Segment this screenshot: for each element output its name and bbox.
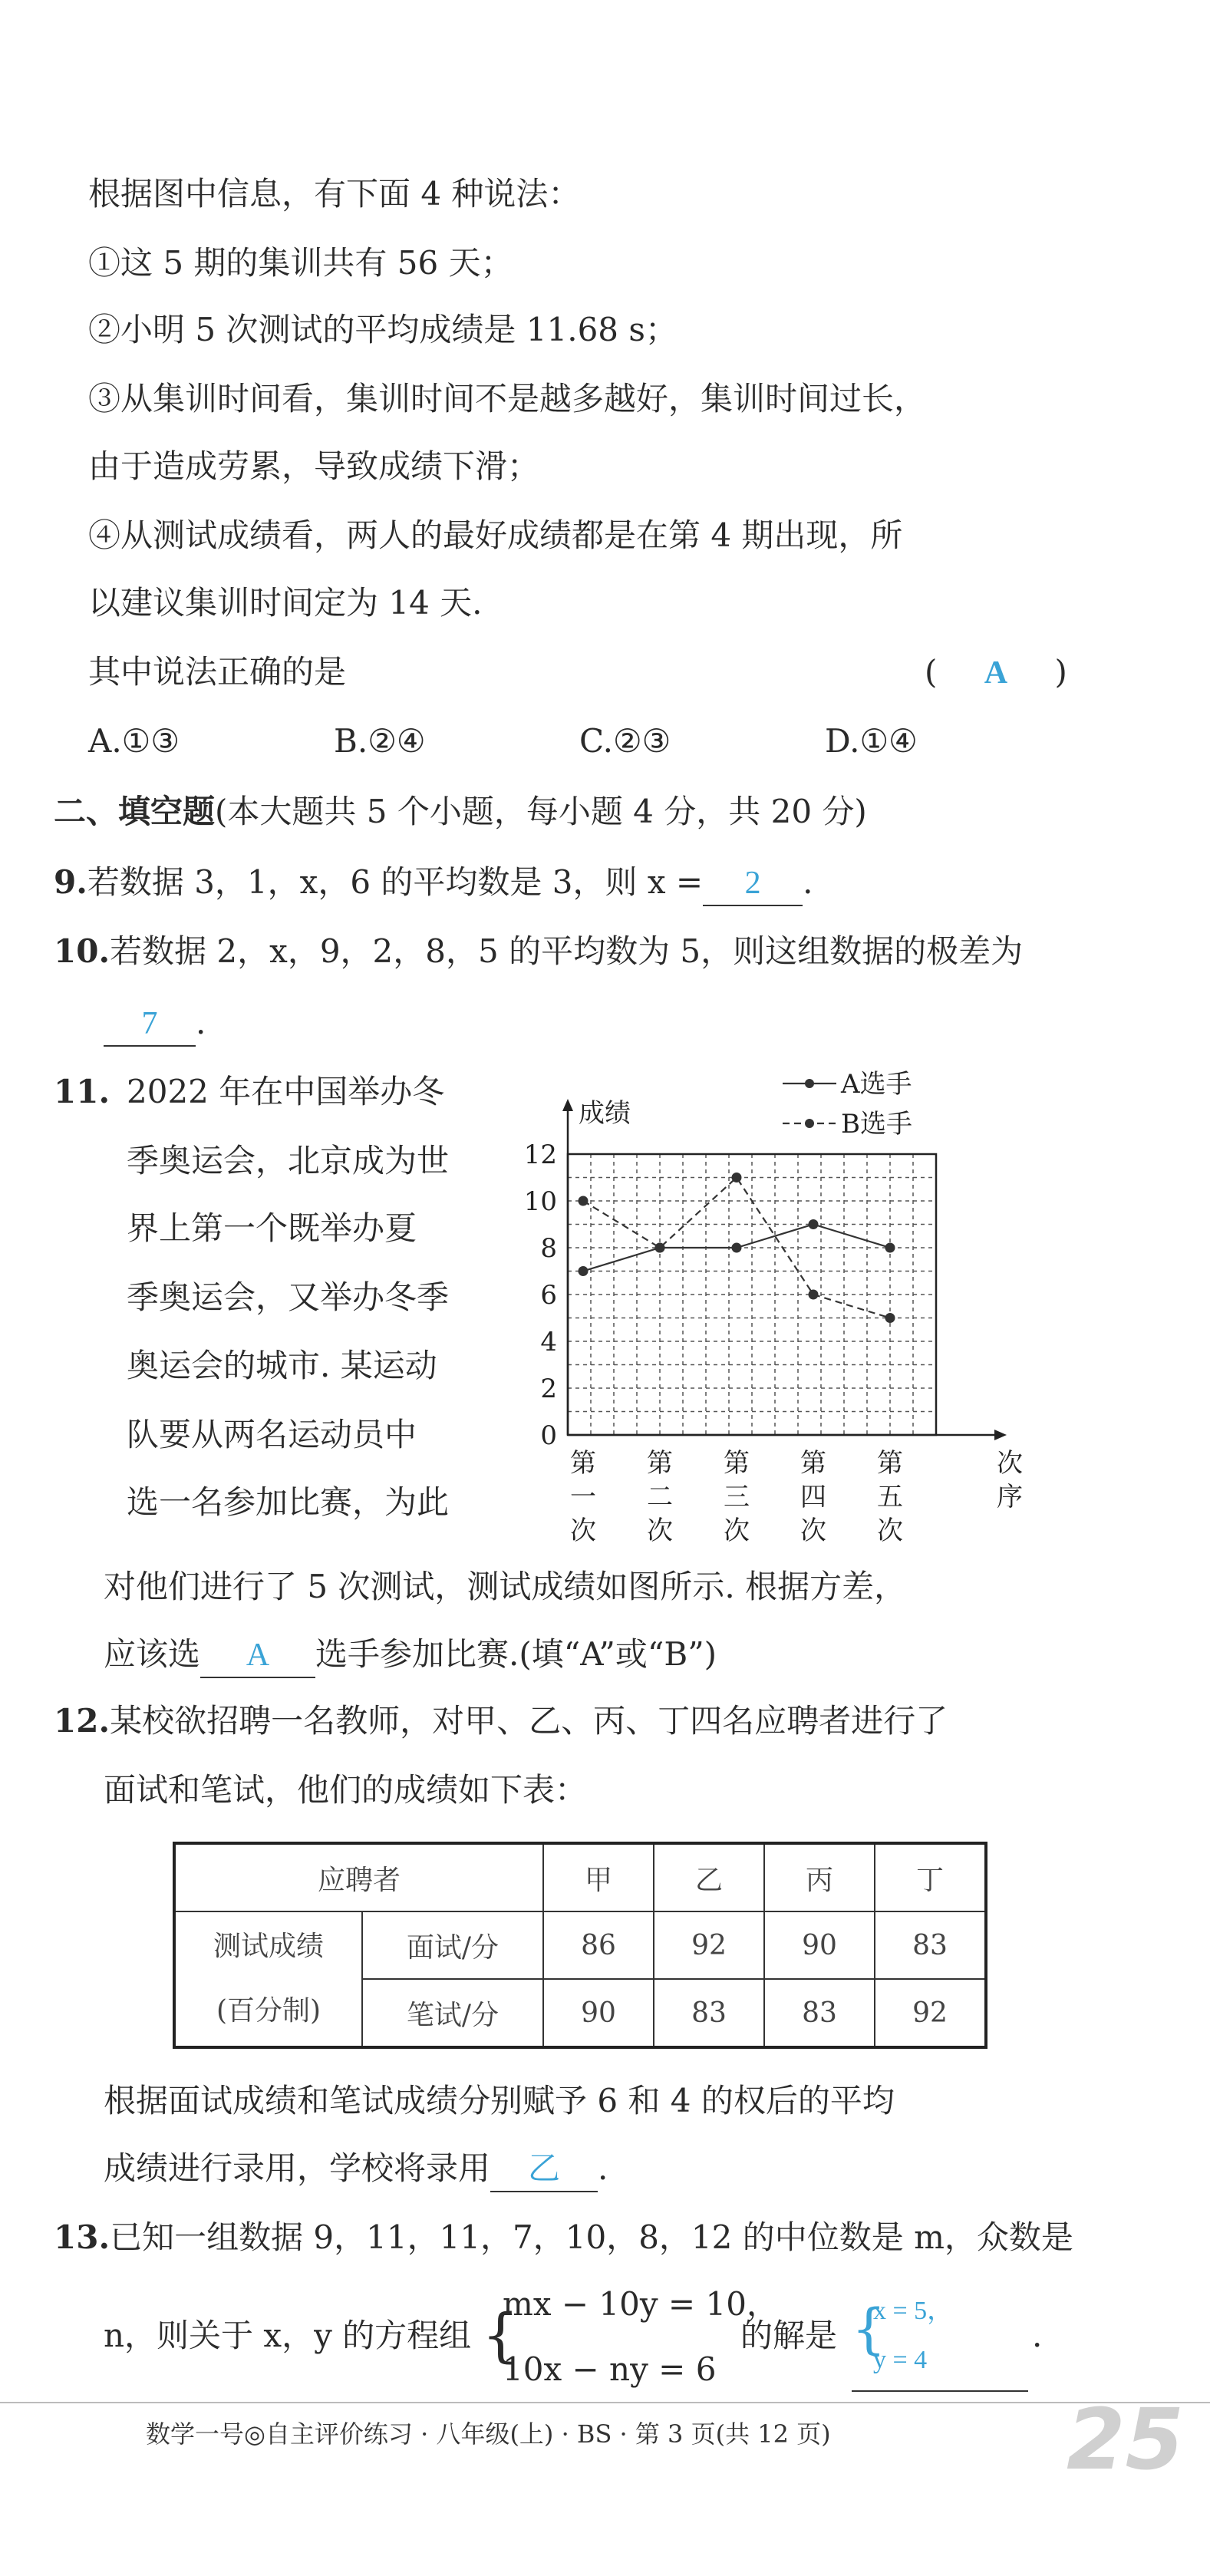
x-axis-title: 次: [997, 1448, 1023, 1479]
system-brace: {: [482, 2301, 519, 2369]
q10-answer: 7: [104, 1002, 196, 1047]
x-axis-title: 序: [997, 1482, 1023, 1512]
table-group-label-1: 测试成绩: [213, 1931, 324, 1962]
statement-3-cont: 由于造成劳累，导致成绩下滑；: [88, 447, 540, 485]
section-2-note: (本大题共 5 个小题，每小题 4 分，共 20 分): [215, 793, 867, 830]
table-row: [174, 1911, 986, 1979]
q13-text-1: 已知一组数据 9，11，11，7，10，8，12 的中位数是 m，众数是: [110, 2218, 1073, 2256]
footer-text: 数学一号◎自主评价练习 · 八年级(上) · BS · 第 3 页(共 12 页): [146, 2419, 831, 2449]
y-tick-label: 0: [540, 1420, 557, 1451]
q12-after-2: 成绩进行录用，学校将录用: [104, 2149, 491, 2187]
q12-text-2: 面试和笔试，他们的成绩如下表：: [104, 1771, 588, 1809]
x-tick-label: 第: [570, 1448, 596, 1479]
section-2-heading: [54, 790, 867, 833]
table-row-label: 笔试/分: [362, 1979, 543, 2047]
table-cell: 83: [875, 1911, 986, 1979]
q12-text-1: 某校欲招聘一名教师，对甲、乙、丙、丁四名应聘者进行了: [110, 1702, 948, 1740]
q13-text-2: n，则关于 x，y 的方程组: [104, 2317, 472, 2354]
q13-answer-1: x = 5，: [873, 2297, 954, 2325]
table-header-candidate: 丁: [875, 1843, 986, 1911]
x-tick-label: 次: [800, 1516, 826, 1546]
intro-text: 根据图中信息，有下面 4 种说法：: [88, 175, 581, 213]
q11-last-after: 选手参加比赛.(填“A”或“B”): [315, 1635, 717, 1673]
table-group-label-2: (百分制): [216, 1995, 321, 2027]
q13-eq-2: 10x − ny = 6: [503, 2350, 717, 2388]
q8-option-d: D.①④: [825, 722, 918, 760]
statement-3: ③从集训时间看，集训时间不是越多越好，集训时间过长，: [88, 380, 927, 417]
y-tick-label: 2: [540, 1374, 557, 1404]
q11-line-6: 队要从两名运动员中: [127, 1416, 417, 1453]
q11-line-8: 对他们进行了 5 次测试，测试成绩如图所示. 根据方差，: [104, 1568, 907, 1605]
question-10: [54, 930, 1023, 973]
score-table: [173, 1842, 987, 2049]
q11-number: 11.: [54, 1073, 110, 1110]
table-cell: 92: [875, 1979, 986, 2047]
x-tick-label: 第: [724, 1448, 750, 1479]
table-cell: 92: [654, 1911, 764, 1979]
q8-option-c: C.②③: [579, 722, 671, 760]
q13-line-1: [54, 2216, 1073, 2259]
q12-line-1: [54, 1700, 948, 1743]
data-point-a: [732, 1243, 742, 1253]
answer-brace: {: [852, 2297, 886, 2360]
data-point-a: [579, 1266, 589, 1276]
x-axis-arrow: [994, 1430, 1007, 1440]
table-cell: 83: [654, 1979, 764, 2047]
data-point-b: [579, 1196, 589, 1206]
x-tick-label: 第: [647, 1448, 673, 1479]
y-tick-label: 12: [523, 1140, 557, 1170]
q13-eq-1: mx − 10y = 10，: [503, 2285, 779, 2323]
q8-answer-paren: [925, 651, 1067, 694]
x-tick-label: 次: [877, 1516, 903, 1546]
data-point-b: [732, 1173, 742, 1182]
y-axis-title: 成绩: [579, 1098, 631, 1129]
q8-option-b: B.②④: [334, 722, 426, 760]
q8-option-a: A.①③: [88, 722, 180, 760]
q12-end: .: [598, 2149, 608, 2187]
score-line-chart: [506, 1067, 1074, 1558]
q12-after-1: 根据面试成绩和笔试成绩分别赋予 6 和 4 的权后的平均: [104, 2082, 895, 2119]
table-row-label: 面试/分: [362, 1911, 543, 1979]
q9-answer: 2: [703, 862, 803, 906]
q8-prompt: 其中说法正确的是: [88, 653, 347, 691]
q13-answer-2: y = 4: [873, 2346, 928, 2374]
q13-end: .: [1032, 2317, 1043, 2354]
q11-line-1: 2022 年在中国举办冬: [127, 1073, 445, 1110]
x-tick-label: 一: [570, 1482, 596, 1512]
legend-marker: [805, 1119, 814, 1128]
x-tick-label: 三: [724, 1482, 750, 1512]
q11-line-5: 奥运会的城市. 某运动: [127, 1347, 437, 1384]
data-point-b: [809, 1290, 819, 1300]
q10-text: 若数据 2，x，9，2，8，5 的平均数为 5，则这组数据的极差为: [110, 932, 1024, 970]
question-9: [54, 861, 813, 906]
table-header-candidate: 丙: [764, 1843, 875, 1911]
q8-answer: A: [984, 655, 1008, 691]
statement-4-cont: 以建议集训时间定为 14 天.: [88, 584, 483, 622]
section-2-title: 二、填空题: [54, 793, 216, 830]
table-header-candidate: 乙: [654, 1843, 764, 1911]
q10-number: 10.: [54, 932, 110, 970]
x-tick-label: 四: [800, 1482, 826, 1512]
q11-line-4: 季奥运会，又举办冬季: [127, 1278, 450, 1316]
q8-paren-left: (: [925, 653, 938, 691]
q13-answer-box: [852, 2275, 1028, 2392]
x-tick-label: 次: [570, 1516, 596, 1546]
q9-text: 若数据 3，1，x，6 的平均数是 3，则 x =: [87, 863, 704, 901]
table-cell: 86: [543, 1911, 654, 1979]
q12-number: 12.: [54, 1702, 110, 1740]
legend-label: B选手: [841, 1109, 912, 1140]
q11-line-2: 季奥运会，北京成为世: [127, 1142, 450, 1179]
table-cell: 90: [764, 1911, 875, 1979]
statement-2: ②小明 5 次测试的平均成绩是 11.68 s；: [88, 311, 678, 348]
statement-4: ④从测试成绩看，两人的最好成绩都是在第 4 期出现，所: [88, 516, 903, 554]
data-point-b: [655, 1243, 665, 1253]
table-cell: 90: [543, 1979, 654, 2047]
q13-text-3: 的解是: [740, 2317, 838, 2354]
q11-last-line: [104, 1633, 717, 1678]
q8-paren-right: ): [1054, 653, 1067, 691]
x-tick-label: 五: [877, 1482, 903, 1512]
q11-answer: A: [200, 1634, 315, 1678]
q12-after-2-line: [104, 2147, 608, 2192]
legend-label: A选手: [841, 1069, 912, 1100]
table-header-row: [174, 1843, 986, 1911]
x-tick-label: 第: [800, 1448, 826, 1479]
q10-end: .: [196, 1004, 206, 1041]
q11-line-3: 界上第一个既举办夏: [127, 1209, 417, 1247]
y-tick-label: 8: [540, 1233, 557, 1264]
data-point-a: [885, 1243, 895, 1253]
x-tick-label: 次: [724, 1516, 750, 1546]
data-point-b: [885, 1313, 895, 1323]
footer-divider: [0, 2402, 1210, 2403]
y-tick-label: 10: [523, 1186, 557, 1217]
statement-1: ①这 5 期的集训共有 56 天；: [88, 244, 513, 282]
x-tick-label: 第: [877, 1448, 903, 1479]
q9-number: 9.: [54, 863, 87, 901]
y-tick-label: 4: [540, 1327, 557, 1357]
table-cell: 83: [764, 1979, 875, 2047]
legend-marker: [805, 1079, 814, 1088]
data-point-a: [809, 1219, 819, 1229]
x-tick-label: 二: [647, 1482, 673, 1512]
table-header-candidate: 甲: [543, 1843, 654, 1911]
q11-last-before: 应该选: [104, 1635, 201, 1673]
q9-end: .: [803, 863, 813, 901]
table-group-label: [174, 1911, 362, 2047]
y-axis-arrow: [562, 1099, 573, 1111]
x-tick-label: 次: [647, 1516, 673, 1546]
page-number: 25: [1067, 2390, 1185, 2489]
y-tick-label: 6: [540, 1280, 557, 1311]
q12-answer: 乙: [490, 2148, 598, 2192]
q11-line-7: 选一名参加比赛，为此: [127, 1483, 450, 1521]
q13-number: 13.: [54, 2218, 110, 2256]
q10-answer-line: [104, 1001, 206, 1047]
table-header-label: 应聘者: [174, 1843, 543, 1911]
